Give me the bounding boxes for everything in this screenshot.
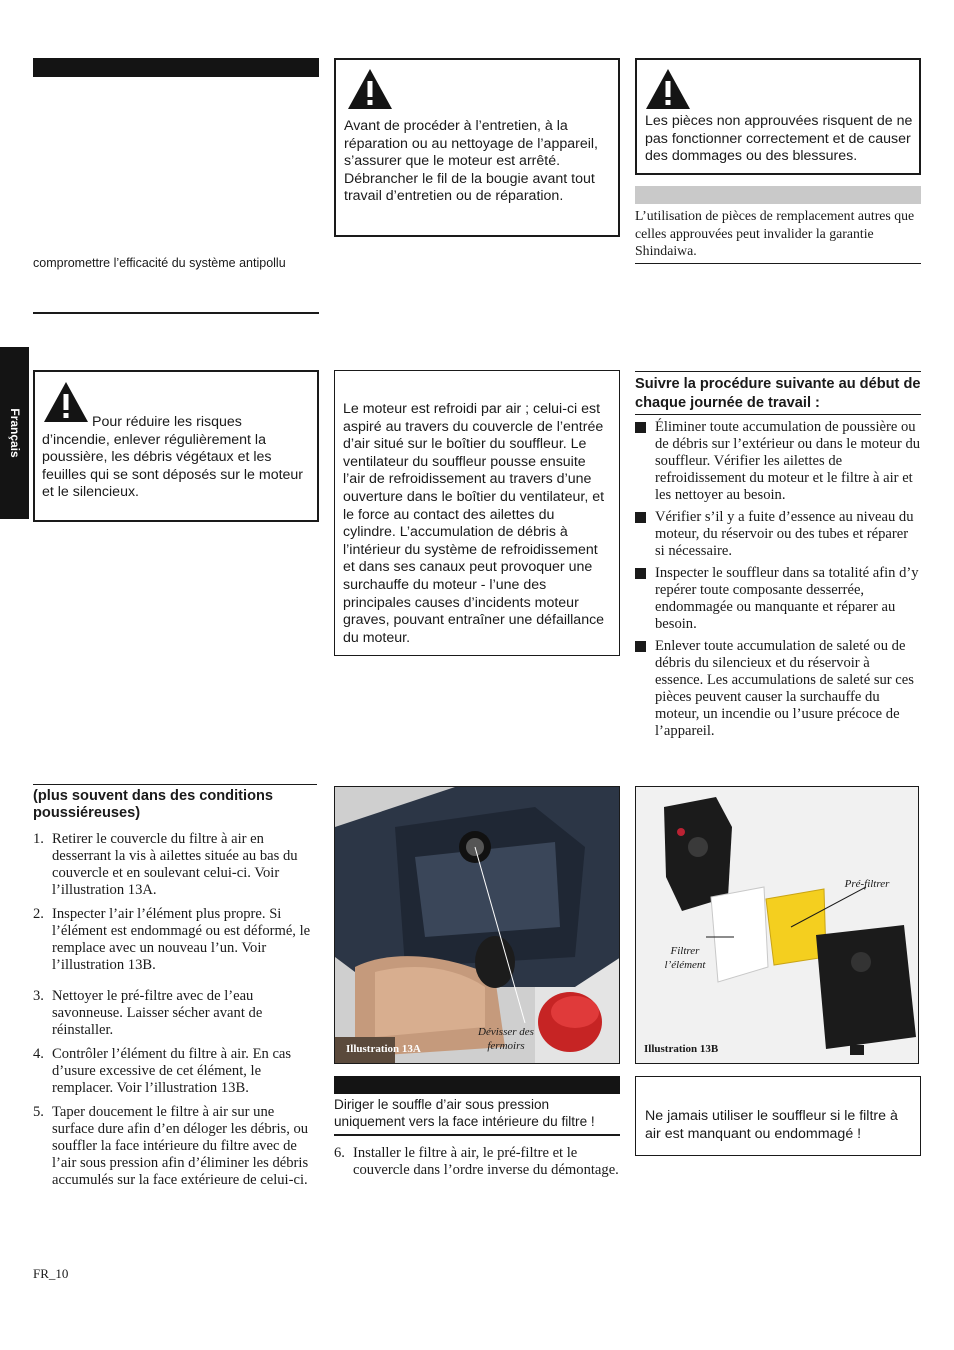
list-item-text: Éliminer toute accumulation de poussière ou de débris sur l’extérieur ou dans le moteur du souffleur. Vérifier les ailettes de refroidissement du moteur et le filtre à air et les nettoyer au besoin. [655, 419, 921, 503]
step-number: 2. [33, 906, 44, 922]
filter-warning-box [635, 1076, 921, 1156]
section-header-bar [33, 58, 319, 77]
photo-caption: Illustration 13A [346, 1043, 421, 1055]
step-6 [334, 1145, 620, 1179]
step-text: Inspecter l’air l’élément plus propre. Si l’élément est endommagé ou est déformé, le remplace avec un nouveau l’un. Voir l’illustration 13B. [52, 906, 311, 973]
list-item [635, 509, 921, 560]
language-tab-label: Français [7, 408, 22, 458]
section-divider [33, 784, 317, 785]
warning-triangle-icon [346, 67, 394, 111]
section-divider [33, 312, 319, 314]
fire-warning-text [42, 414, 308, 502]
illustration-13a-photo [334, 786, 620, 1064]
list-item-text: Enlever toute accumulation de saleté ou de débris du silencieux et du réservoir à essence. Les accumulations de saleté sur ces pièces peuvent causer la surchauffe du moteur, un incendie ou l’usure précoce de l’appareil. [655, 638, 914, 739]
parts-warning-box [635, 58, 921, 175]
filter-warning-text: Ne jamais utiliser le souffleur si le filtre à air est manquant ou endommagé ! [645, 1108, 898, 1142]
parts-note: L’utilisation de pièces de remplacement autres que celles approuvées peut invalider la garantie Shindaiwa. [635, 208, 915, 258]
step-text: Nettoyer le pré-filtre avec de l’eau savonneuse. Laisser sécher avant de réinstaller. [52, 988, 263, 1038]
step-text: Retirer le couvercle du filtre à air en desserrant la vis à ailettes située au bas du couvercle et en soulevant celui-ci. Voir l’illustration 13A. [52, 831, 298, 898]
list-item [33, 1104, 317, 1189]
maintenance-warning-box [334, 58, 620, 237]
callout-label: Dévisser des fermoirs [478, 1026, 534, 1052]
section-divider [334, 1134, 620, 1136]
language-tab [0, 347, 29, 519]
section-header-bar [635, 186, 921, 204]
air-filter-steps [33, 831, 317, 1196]
cooling-info-box [334, 370, 620, 656]
fire-warning-box [33, 370, 319, 522]
parts-warning-text: Les pièces non approuvées risquent de ne pas fonctionner correctement et de causer des dommages ou des blessures. [645, 113, 913, 165]
step-number: 1. [33, 831, 44, 847]
page-number: FR_10 [33, 1266, 69, 1281]
fire-warning-text-content: Pour réduire les risques d’incendie, enlever régulièrement la poussière, les débris végétaux et les feuilles qui se sont déposés sur le moteur et le silencieux. [42, 414, 304, 501]
list-item-text: Inspecter le souffleur dans sa totalité afin d’y repérer toute composante desserrée, endommagée ou manquante et réparer au besoin. [655, 565, 919, 632]
photo-caption: Illustration 13B [644, 1043, 719, 1055]
step-number: 5. [33, 1104, 44, 1120]
warning-triangle-icon [644, 67, 692, 111]
callout-label-prefilter: Pré-filtrer [844, 878, 890, 890]
step-text: Contrôler l’élément du filtre à air. En cas d’usure excessive de cet élément, le remplacer. Voir l’illustration 13B. [52, 1046, 292, 1096]
air-filter-heading: (plus souvent dans des conditions poussiéreuses) [33, 788, 274, 821]
list-item-text: Vérifier s’il y a fuite d’essence au niveau du moteur, du réservoir ou des tubes et réparer si nécessaire. [655, 509, 914, 559]
list-item [33, 906, 317, 974]
maintenance-warning-text: Avant de procéder à l’entretien, à la réparation ou au nettoyage de l’appareil, s’assurer que le moteur est arrêté. Débrancher le fil de la bougie avant tout travail d’entretien ou de réparation. [344, 118, 598, 205]
list-item [33, 988, 317, 1039]
step-text: Taper doucement le filtre à air sur une surface dure afin d’en déloger les débris, ou souffler la face intérieure du filtre avec de l’air sous pression afin d’éliminer les débris accumulés sur la face extérieure de celui-ci. [52, 1104, 309, 1188]
section-divider [635, 371, 921, 372]
step-number: 4. [33, 1046, 44, 1062]
section-divider [635, 263, 921, 264]
section-header-bar [334, 1076, 620, 1094]
list-item [635, 565, 921, 633]
air-pressure-note: Diriger le souffle d’air sous pression uniquement vers la face intérieure du filtre ! [334, 1097, 595, 1129]
bullet-square-icon [635, 512, 646, 523]
cooling-text: Le moteur est refroidi par air ; celui-ci est aspiré au travers du couvercle de l’entrée d’air situé sur le boîtier du souffleur. Le ventilateur du souffleur pousse ensuite l’air de refroidissement au travers d’une ouverture dans le boîtier du ventilateur, et le force au contact des ailettes du cylindre. L’accumulation de débris à l’intérieur du système de refroidissement et dans ses canaux peut provoquer une surchauffe du moteur - l’une des principales causes d’incidents moteur graves, pouvant entraîner une défaillance du moteur. [343, 401, 605, 646]
illustration-13b-photo [635, 786, 919, 1064]
list-item [635, 419, 921, 504]
step-text: Installer le filtre à air, le pré-filtre et le couvercle dans l’ordre inverse du démontage. [353, 1145, 619, 1178]
blower-engine-photo [335, 787, 620, 1064]
list-item [33, 831, 317, 899]
list-item [33, 1046, 317, 1097]
step-number: 6. [334, 1145, 345, 1161]
bullet-square-icon [635, 641, 646, 652]
daily-procedure-heading: Suivre la procédure suivante au début de chaque journée de travail : [635, 376, 921, 411]
bullet-square-icon [635, 422, 646, 433]
bullet-square-icon [635, 568, 646, 579]
cropped-text-line: compromettre l’efficacité du système antipollu [33, 256, 286, 270]
step-number: 3. [33, 988, 44, 1004]
daily-procedure-list [635, 419, 921, 745]
callout-label-element: Filtrer l’élément [664, 945, 706, 971]
list-item [635, 638, 921, 740]
section-divider [635, 414, 921, 415]
air-filter-parts-photo [636, 787, 919, 1064]
